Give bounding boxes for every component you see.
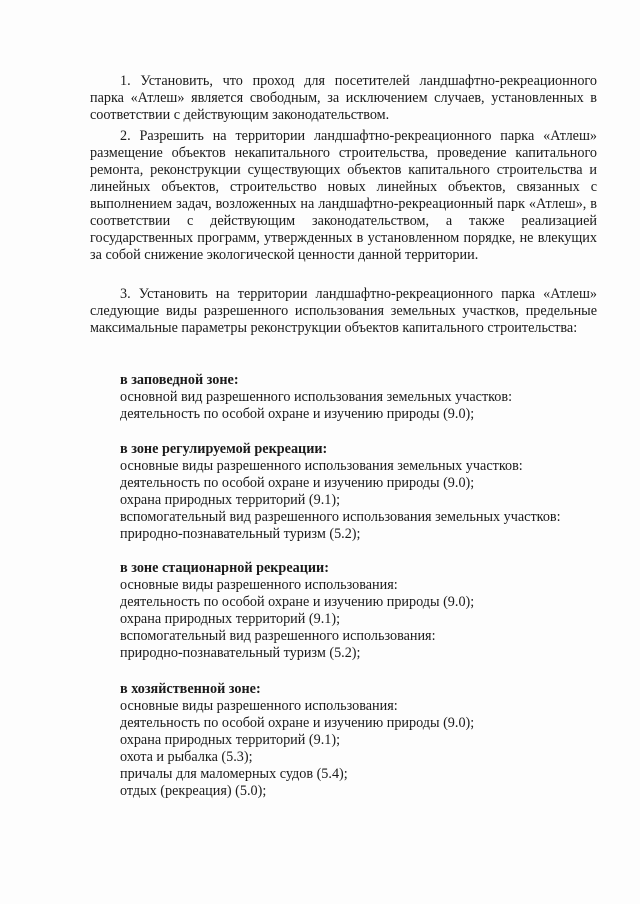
zone-line: деятельность по особой охране и изучению природы (9.0);: [120, 594, 475, 610]
zone-line: основные виды разрешенного использования:: [120, 577, 398, 593]
zone-title: в зоне регулируемой рекреации:: [120, 441, 328, 457]
zone-line: отдых (рекреация) (5.0);: [120, 783, 267, 799]
zone-stationary-recreation: [120, 560, 610, 662]
paragraph-1: 1. Установить, что проход для посетителей ландшафтно-рекреационного парка «Атлеш» является свободным, за исключением случаев, установленных в соответствии с действующим законодательством.: [90, 73, 597, 123]
zone-line: основные виды разрешенного использования земельных участков:: [120, 458, 523, 474]
zone-line: деятельность по особой охране и изучению природы (9.0);: [120, 406, 475, 422]
paragraph-3: 3. Установить на территории ландшафтно-рекреационного парка «Атлеш» следующие виды разрешенного использования земельных участков, предельные максимальные параметры реконструкции объектов капитального строительства:: [90, 286, 597, 336]
zone-line: деятельность по особой охране и изучению природы (9.0);: [120, 475, 475, 491]
zone-line: вспомогательный вид разрешенного использования земельных участков:: [120, 509, 561, 525]
zone-line: основные виды разрешенного использования:: [120, 698, 398, 714]
zone-line: природно-познавательный туризм (5.2);: [120, 645, 361, 661]
zone-line: основной вид разрешенного использования земельных участков:: [120, 389, 513, 405]
zone-regulated-recreation: [120, 441, 610, 543]
zone-line: вспомогательный вид разрешенного использования:: [120, 628, 436, 644]
zone-line: природно-познавательный туризм (5.2);: [120, 526, 361, 542]
zone-title: в зоне стационарной рекреации:: [120, 560, 329, 576]
zone-title: в хозяйственной зоне:: [120, 681, 261, 697]
zone-reserve: [120, 372, 610, 423]
zone-line: охрана природных территорий (9.1);: [120, 732, 341, 748]
zone-line: деятельность по особой охране и изучению природы (9.0);: [120, 715, 475, 731]
zone-title: в заповедной зоне:: [120, 372, 239, 388]
zone-line: охрана природных территорий (9.1);: [120, 492, 341, 508]
zone-line: причалы для маломерных судов (5.4);: [120, 766, 348, 782]
zone-economic: [120, 681, 610, 800]
zone-line: охота и рыбалка (5.3);: [120, 749, 253, 765]
zone-line: охрана природных территорий (9.1);: [120, 611, 341, 627]
paragraph-2: 2. Разрешить на территории ландшафтно-рекреационного парка «Атлеш» размещение объектов некапитального строительства, проведение капитального ремонта, реконструкции существующих объектов капитального строительства и линейных объектов, строительство новых линейных объектов, связанных с выполнением задач, возложенных на ландшафтно-рекреационный парк «Атлеш», в соответствии с действующим законодательством, а также реализацией государственных программ, утвержденных в установленном порядке, не влекущих за собой снижение экологической ценности данной территории.: [90, 128, 597, 263]
